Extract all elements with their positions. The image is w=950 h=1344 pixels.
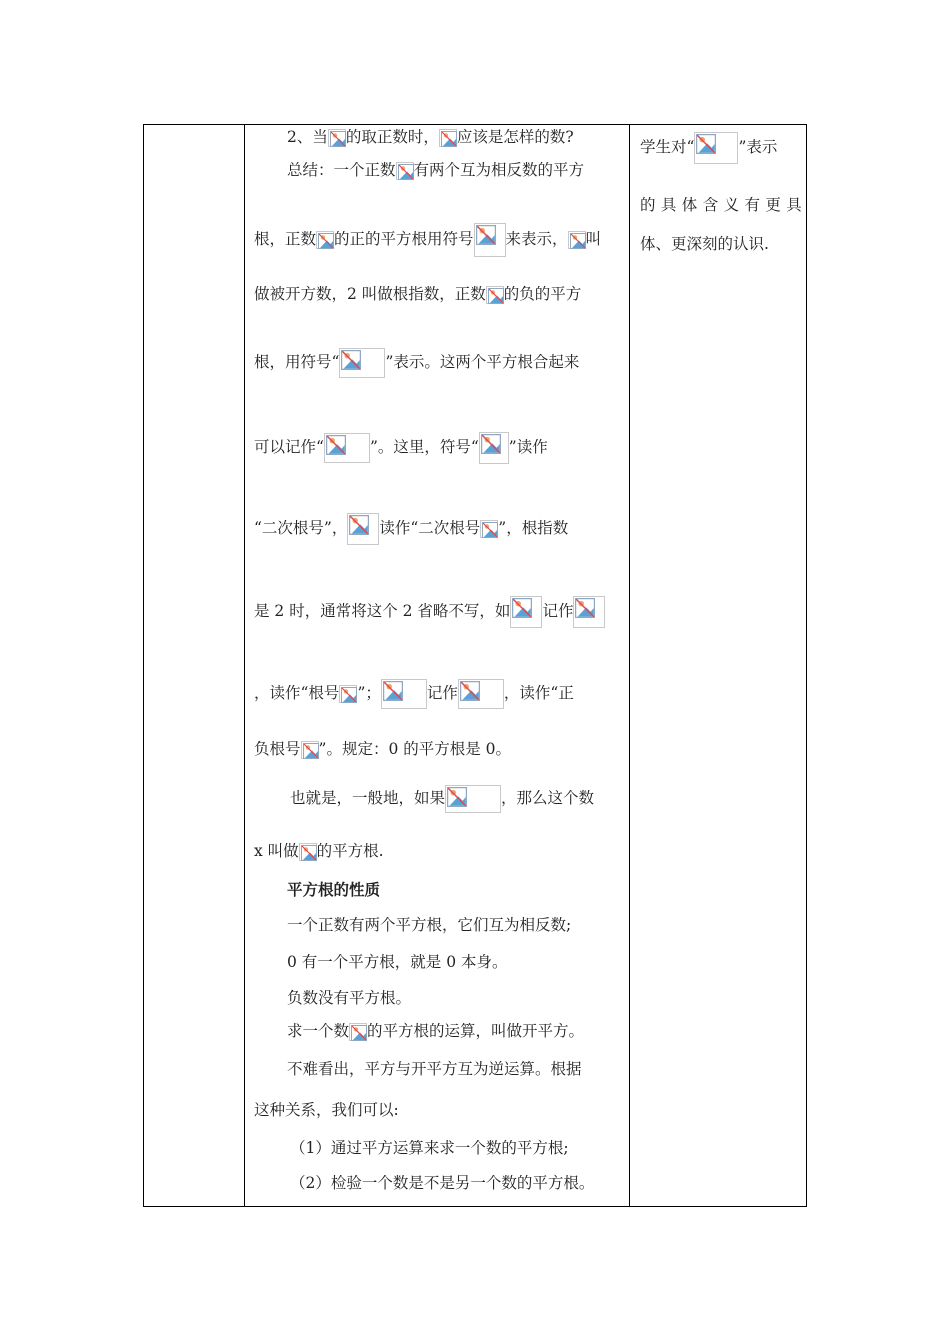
text-run: 的平方根. — [316, 842, 384, 860]
line-1 — [287, 127, 574, 147]
formula-image — [474, 223, 506, 257]
formula-image — [349, 1023, 367, 1041]
formula-image — [339, 348, 385, 378]
text-run: 可以记作“ — [254, 438, 324, 456]
formula-image — [324, 433, 370, 463]
text-run: 做被开方数，2 叫做根指数，正数 — [254, 285, 486, 303]
text-run: ”读作 — [508, 438, 548, 456]
broken-image-icon — [481, 434, 501, 459]
formula-image — [381, 679, 427, 709]
broken-image-icon — [351, 1025, 367, 1046]
broken-image-icon — [341, 350, 361, 375]
formula-image — [480, 520, 498, 538]
line-3 — [254, 223, 601, 257]
formula-image — [328, 129, 346, 147]
text-run: 读作“二次根号 — [379, 519, 481, 537]
broken-image-icon — [575, 598, 595, 623]
broken-image-icon — [512, 598, 532, 623]
property-2: 0 有一个平方根，就是 0 本身。 — [287, 953, 508, 971]
formula-image — [573, 596, 605, 628]
line-4 — [254, 284, 581, 304]
text-run: 根，正数 — [254, 230, 317, 248]
text-run: 叫 — [585, 230, 602, 248]
line-9 — [254, 679, 574, 709]
line-7 — [254, 513, 568, 545]
broken-image-icon — [303, 743, 319, 764]
text-run: 应该是怎样的数? — [456, 128, 574, 146]
formula-image — [445, 785, 501, 813]
formula-image — [568, 231, 586, 249]
line-12 — [254, 841, 384, 861]
list-item-1: （1）通过平方运算来求一个数的平方根; — [290, 1139, 569, 1157]
text-run: 学生对“ — [640, 138, 695, 156]
broken-image-icon — [441, 131, 457, 152]
broken-image-icon — [570, 233, 586, 254]
line-10 — [254, 739, 511, 759]
text-run: ”表示 — [738, 138, 778, 156]
text-run: 根，用符号“ — [254, 353, 340, 371]
line-5 — [254, 348, 579, 378]
broken-image-icon — [696, 134, 716, 159]
broken-image-icon — [301, 845, 317, 866]
formula-image — [510, 596, 542, 628]
text-run: 的平方根的运算，叫做开平方。 — [367, 1022, 585, 1040]
text-run: 记作 — [542, 602, 574, 620]
formula-image — [486, 286, 504, 304]
broken-image-icon — [330, 131, 346, 152]
column-divider-1 — [244, 125, 245, 1206]
line-8 — [254, 596, 605, 628]
property-1: 一个正数有两个平方根，它们互为相反数; — [287, 916, 572, 934]
broken-image-icon — [326, 435, 346, 460]
formula-image — [299, 843, 317, 861]
formula-image — [396, 162, 414, 180]
formula-image — [347, 513, 379, 545]
formula-image — [458, 679, 504, 709]
list-item-2: （2）检验一个数是不是另一个数的平方根。 — [290, 1174, 595, 1192]
line-6 — [254, 432, 548, 464]
text-run: x 叫做 — [254, 842, 299, 860]
text-run: 来表示， — [505, 230, 568, 248]
formula-image — [339, 685, 357, 703]
note-line-1 — [640, 132, 777, 164]
text-run: ，读作“根号 — [254, 684, 340, 702]
text-run: “二次根号”， — [254, 519, 348, 537]
text-run: 的取正数时， — [345, 128, 439, 146]
text-run: 记作 — [426, 684, 458, 702]
text-run: 总结：一个正数 — [287, 161, 396, 179]
broken-image-icon — [447, 787, 467, 812]
line-2 — [287, 160, 584, 180]
broken-image-icon — [460, 681, 480, 706]
broken-image-icon — [488, 288, 504, 309]
definition-line — [287, 1021, 584, 1041]
note-line-2: 的具体含义有更具 — [640, 196, 808, 214]
text-run: ”，根指数 — [498, 519, 569, 537]
section-heading: 平方根的性质 — [287, 880, 381, 899]
broken-image-icon — [383, 681, 403, 706]
text-run: 有两个互为相反数的平方 — [413, 161, 585, 179]
paragraph-line-2: 这种关系，我们可以: — [254, 1101, 399, 1119]
note-line-3: 体、更深刻的认识. — [640, 235, 769, 253]
broken-image-icon — [476, 225, 496, 250]
formula-image — [694, 132, 738, 164]
formula-image — [301, 741, 319, 759]
broken-image-icon — [341, 687, 357, 708]
text-run: ，读作“正 — [503, 684, 574, 702]
text-run: 的正的平方根用符号 — [334, 230, 474, 248]
formula-image — [316, 231, 334, 249]
text-run: ”表示。这两个平方根合起来 — [385, 353, 580, 371]
paragraph-line-1: 不难看出，平方与开平方互为逆运算。根据 — [287, 1060, 582, 1078]
column-divider-2 — [629, 125, 630, 1206]
text-run: ，那么这个数 — [501, 789, 595, 807]
text-run: ”； — [357, 684, 381, 702]
text-run: 的负的平方 — [503, 285, 582, 303]
broken-image-icon — [349, 515, 369, 540]
broken-image-icon — [318, 233, 334, 254]
formula-image — [439, 129, 457, 147]
text-run: 。规定：0 的平方根是 0。 — [326, 740, 512, 758]
broken-image-icon — [398, 164, 414, 185]
broken-image-icon — [482, 522, 498, 543]
text-run: ” — [318, 740, 327, 758]
text-run: ”。这里，符号“ — [369, 438, 479, 456]
text-run: 2、当 — [287, 128, 328, 146]
property-3: 负数没有平方根。 — [287, 989, 412, 1007]
text-run: 是 2 时，通常将这个 2 省略不写，如 — [254, 602, 511, 620]
text-run: 也就是，一般地，如果 — [290, 789, 446, 807]
line-11 — [290, 785, 594, 813]
text-run: 求一个数 — [287, 1022, 350, 1040]
formula-image — [479, 432, 509, 464]
text-run: 负根号 — [254, 740, 301, 758]
